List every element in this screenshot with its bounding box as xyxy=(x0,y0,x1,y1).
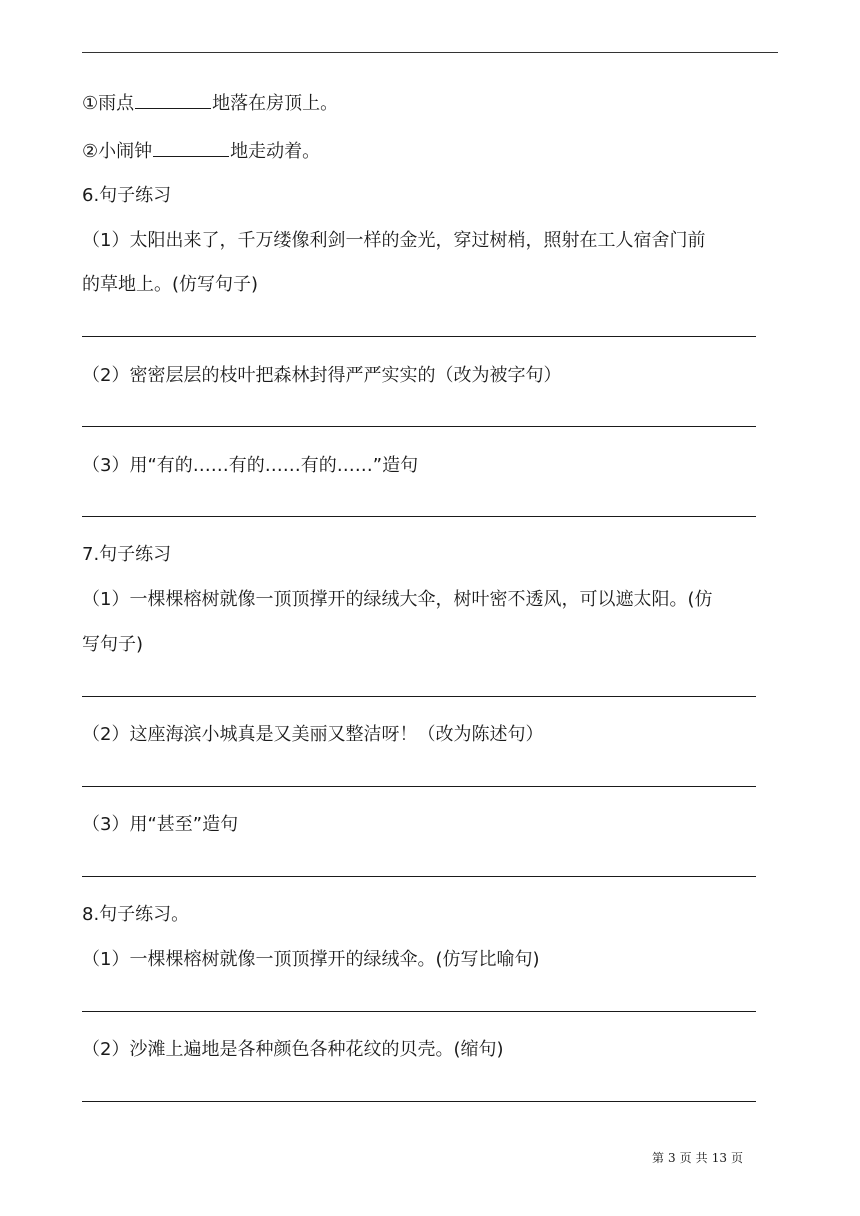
question-8-1: （1）一棵棵榕树就像一顶顶撑开的绿绒伞。(仿写比喻句) xyxy=(82,949,540,970)
question-8-title: 8.句子练习。 xyxy=(82,904,190,925)
question-6-1-line2: 的草地上。(仿写句子) xyxy=(82,274,259,295)
question-6-3: （3）用“有的……有的……有的……”造句 xyxy=(82,455,419,476)
question-6-title: 6.句子练习 xyxy=(82,185,172,206)
answer-line-8-1[interactable] xyxy=(82,1011,756,1012)
answer-line-7-1[interactable] xyxy=(82,696,756,697)
answer-line-7-2[interactable] xyxy=(82,786,756,787)
question-7-title: 7.句子练习 xyxy=(82,544,172,565)
question-7-3: （3）用“甚至”造句 xyxy=(82,814,239,835)
footer-total-pages: 13 xyxy=(711,1151,727,1165)
footer-ye: 页 xyxy=(679,1151,692,1165)
answer-line-6-2[interactable] xyxy=(82,426,756,427)
question-5-1 xyxy=(82,91,338,117)
question-6-1-line1: （1）太阳出来了，千万缕像利剑一样的金光，穿过树梢，照射在工人宿舍门前 xyxy=(82,230,706,251)
question-6-2: （2）密密层层的枝叶把森林封得严严实实的（改为被字句） xyxy=(82,365,562,386)
header-rule xyxy=(82,52,778,53)
question-5-2 xyxy=(82,139,320,165)
footer-di: 第 xyxy=(652,1151,665,1165)
q5-2-prefix: ②小闹钟 xyxy=(82,141,153,162)
q5-2-suffix: 地走动着。 xyxy=(230,141,321,162)
answer-line-7-3[interactable] xyxy=(82,876,756,877)
footer-ye-2: 页 xyxy=(730,1151,743,1165)
answer-line-6-3[interactable] xyxy=(82,516,756,517)
fill-blank-2[interactable] xyxy=(153,139,229,157)
answer-line-6-1[interactable] xyxy=(82,336,756,337)
footer-page-number: 3 xyxy=(668,1151,676,1165)
question-7-2: （2）这座海滨小城真是又美丽又整洁呀！（改为陈述句） xyxy=(82,724,544,745)
page-footer xyxy=(652,1150,747,1166)
q5-1-suffix: 地落在房顶上。 xyxy=(212,93,339,114)
answer-line-8-2[interactable] xyxy=(82,1101,756,1102)
question-7-1-line2: 写句子) xyxy=(82,634,144,655)
fill-blank-1[interactable] xyxy=(135,91,211,109)
question-8-2: （2）沙滩上遍地是各种颜色各种花纹的贝壳。(缩句) xyxy=(82,1039,504,1060)
footer-gong: 共 xyxy=(695,1151,708,1165)
q5-1-prefix: ①雨点 xyxy=(82,93,135,114)
question-7-1-line1: （1）一棵棵榕树就像一顶顶撑开的绿绒大伞，树叶密不透风，可以遮太阳。(仿 xyxy=(82,589,713,610)
